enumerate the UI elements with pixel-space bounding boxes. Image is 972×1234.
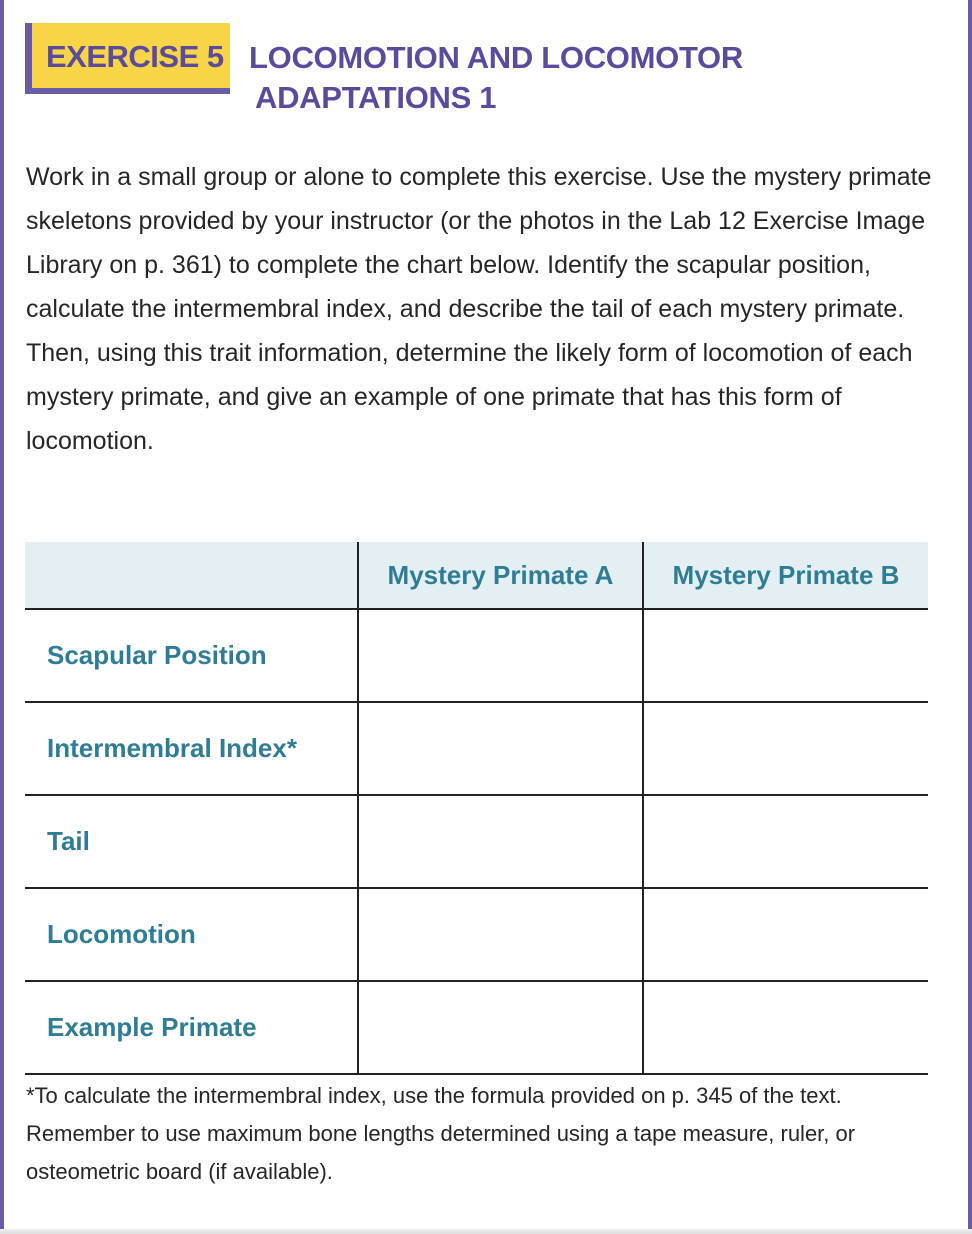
table-row <box>25 795 928 888</box>
instructions-paragraph: Work in a small group or alone to complete this exercise. Use the mystery primate skeletons provided by your instructor (or the photos in the Lab 12 Exercise Image Library on p. 361) to complete the chart below. Identify the scapular position, calculate the intermembral index, and describe the tail of each mystery primate. Then, using this trait information, determine the likely form of locomotion of each mystery primate, and give an example of one primate that has this form of locomotion. <box>26 163 932 455</box>
primate-chart-table <box>25 542 928 1075</box>
cell-tail-a[interactable] <box>358 795 643 888</box>
header-mystery-primate-b: Mystery Primate B <box>643 542 928 609</box>
cell-locomotion-b[interactable] <box>643 888 928 981</box>
header-mystery-primate-a: Mystery Primate A <box>358 542 643 609</box>
table-header-row <box>25 542 928 609</box>
title-line-1: LOCOMOTION AND LOCOMOTOR <box>249 40 743 75</box>
table-row <box>25 888 928 981</box>
row-label-example-primate: Example Primate <box>25 981 358 1074</box>
header-blank-cell <box>25 542 358 609</box>
page-bottom-edge <box>0 1229 972 1234</box>
row-label-intermembral-index: Intermembral Index* <box>25 702 358 795</box>
exercise-badge-label: EXERCISE 5 <box>46 39 224 74</box>
cell-example-primate-b[interactable] <box>643 981 928 1074</box>
intermembral-footnote: *To calculate the intermembral index, use the formula provided on p. 345 of the text. Remember to use maximum bone lengths determined using a tape measure, ruler, or osteometric board (if available). <box>26 1083 856 1184</box>
cell-intermembral-index-b[interactable] <box>643 702 928 795</box>
table-row <box>25 981 928 1074</box>
cell-scapular-position-b[interactable] <box>643 609 928 702</box>
cell-example-primate-a[interactable] <box>358 981 643 1074</box>
cell-scapular-position-a[interactable] <box>358 609 643 702</box>
row-label-tail: Tail <box>25 795 358 888</box>
table-row <box>25 609 928 702</box>
table-row <box>25 702 928 795</box>
exercise-badge <box>25 23 230 94</box>
row-label-scapular-position: Scapular Position <box>25 609 358 702</box>
title-line-2: ADAPTATIONS 1 <box>255 80 497 115</box>
row-label-locomotion: Locomotion <box>25 888 358 981</box>
exercise-title <box>249 38 809 118</box>
cell-intermembral-index-a[interactable] <box>358 702 643 795</box>
cell-tail-b[interactable] <box>643 795 928 888</box>
cell-locomotion-a[interactable] <box>358 888 643 981</box>
